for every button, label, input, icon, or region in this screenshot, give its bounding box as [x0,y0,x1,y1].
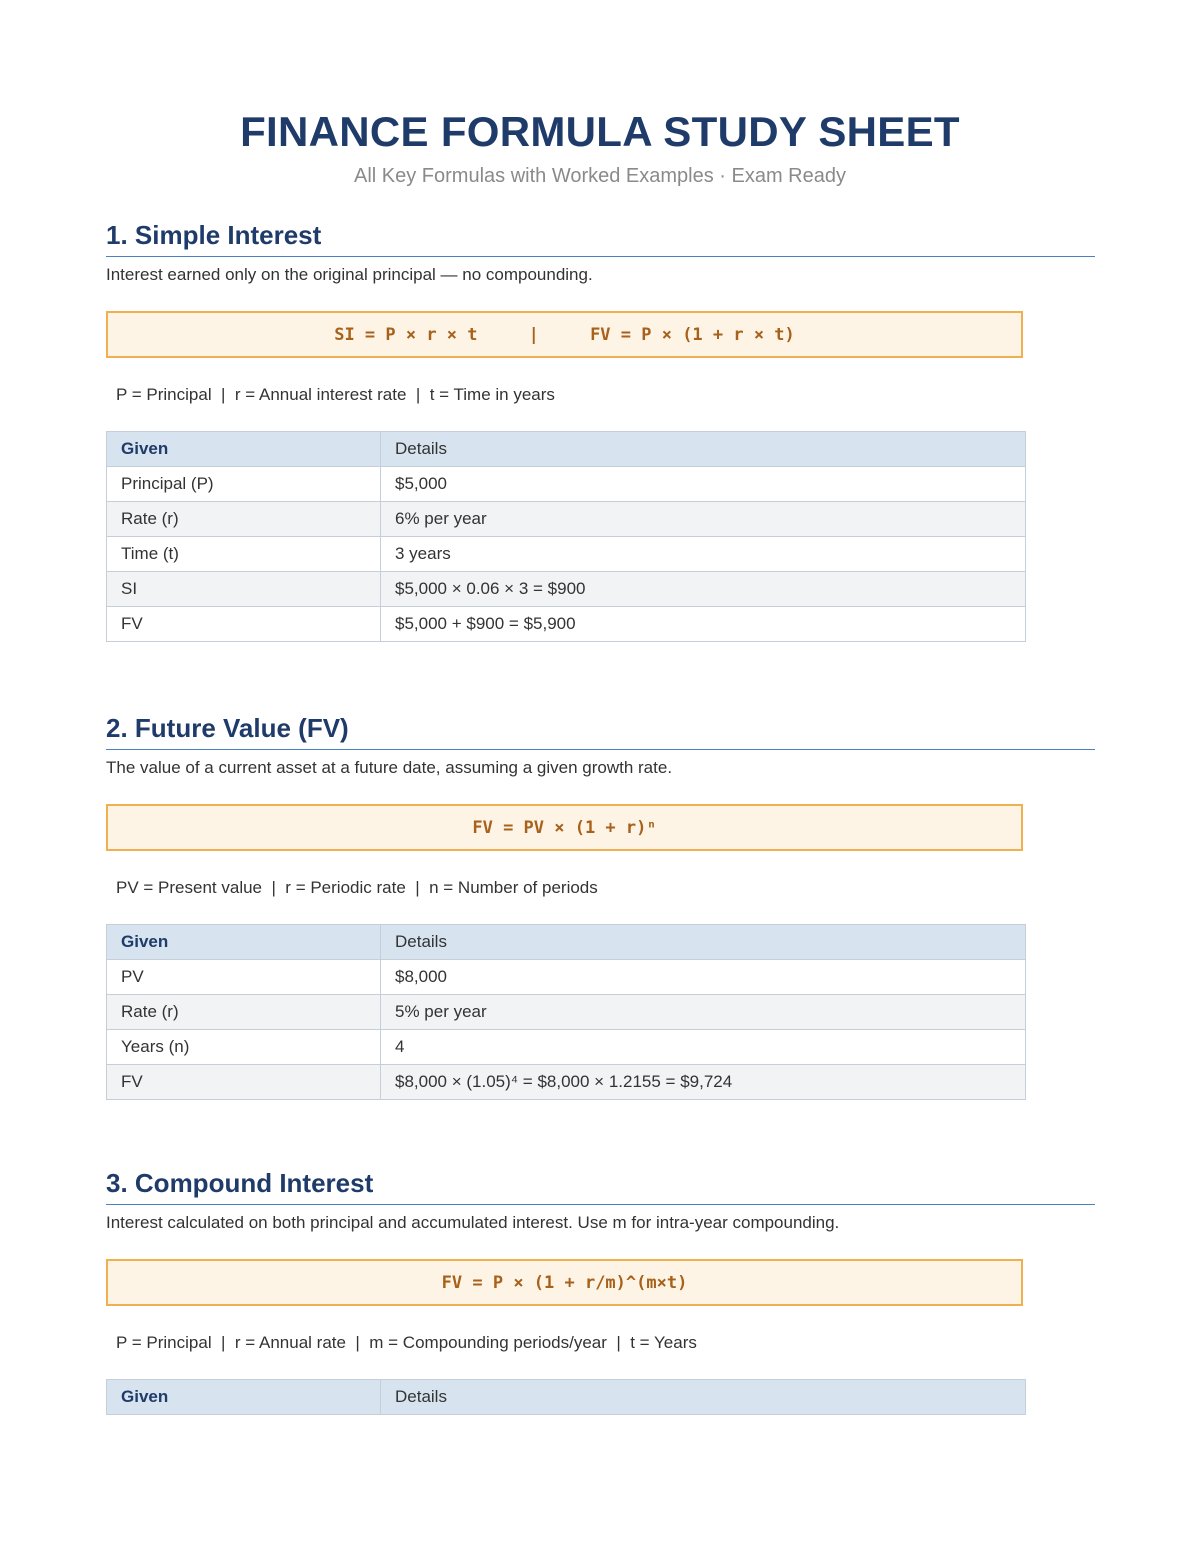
table-cell-given: PV [107,960,381,995]
column-header-details: Details [381,432,1026,467]
variable-legend: P = Principal | r = Annual rate | m = Compounding periods/year | t = Years [116,1333,697,1352]
section-description: Interest earned only on the original principal — no compounding. [106,265,593,284]
table-cell-given: Years (n) [107,1030,381,1065]
column-header-given: Given [107,432,381,467]
table-cell-details: 3 years [381,537,1026,572]
column-header-details: Details [381,925,1026,960]
table-cell-details: 6% per year [381,502,1026,537]
table-cell-given: SI [107,572,381,607]
page-subtitle: All Key Formulas with Worked Examples · Exam Ready [353,165,846,187]
table-cell-given: Rate (r) [107,995,381,1030]
table-row [107,467,1026,502]
section-heading: 2. Future Value (FV) [106,711,1095,750]
column-header-given: Given [107,1380,381,1415]
worked-example-table [106,1379,1026,1415]
table-row [107,995,1026,1030]
variable-legend: PV = Present value | r = Periodic rate | n = Number of periods [116,878,598,897]
table-cell-details: 5% per year [381,995,1026,1030]
section-description: The value of a current asset at a future date, assuming a given growth rate. [106,758,673,777]
table-cell-details: 4 [381,1030,1026,1065]
table-cell-given: Time (t) [107,537,381,572]
variable-legend: P = Principal | r = Annual interest rate | t = Time in years [116,385,555,404]
formula-box: FV = P × (1 + r/m)^(m×t) [106,1259,1023,1306]
formula-box: SI = P × r × t | FV = P × (1 + r × t) [106,311,1023,358]
table-header-row [107,925,1026,960]
table-cell-details: $8,000 × (1.05)⁴ = $8,000 × 1.2155 = $9,724 [381,1065,1026,1100]
section-heading: 1. Simple Interest [106,218,1095,257]
table-cell-details: $5,000 + $900 = $5,900 [381,607,1026,642]
table-row [107,502,1026,537]
worked-example-table [106,924,1026,1100]
table-row [107,1065,1026,1100]
section-heading: 3. Compound Interest [106,1166,1095,1205]
worked-example-table [106,431,1026,642]
table-cell-given: FV [107,607,381,642]
table-header-row [107,1380,1026,1415]
table-row [107,607,1026,642]
table-row [107,572,1026,607]
table-cell-details: $5,000 [381,467,1026,502]
table-row [107,1030,1026,1065]
section-compound-interest [106,1166,1095,1415]
section-future-value [106,711,1095,1100]
column-header-details: Details [381,1380,1026,1415]
table-cell-details: $5,000 × 0.06 × 3 = $900 [381,572,1026,607]
page-title: FINANCE FORMULA STUDY SHEET [240,108,960,155]
table-cell-given: Rate (r) [107,502,381,537]
table-row [107,960,1026,995]
section-simple-interest [106,218,1095,642]
table-header-row [107,432,1026,467]
column-header-given: Given [107,925,381,960]
formula-box: FV = PV × (1 + r)ⁿ [106,804,1023,851]
table-cell-given: FV [107,1065,381,1100]
table-cell-given: Principal (P) [107,467,381,502]
section-description: Interest calculated on both principal and accumulated interest. Use m for intra-year compounding. [106,1213,840,1232]
table-row [107,537,1026,572]
table-cell-details: $8,000 [381,960,1026,995]
